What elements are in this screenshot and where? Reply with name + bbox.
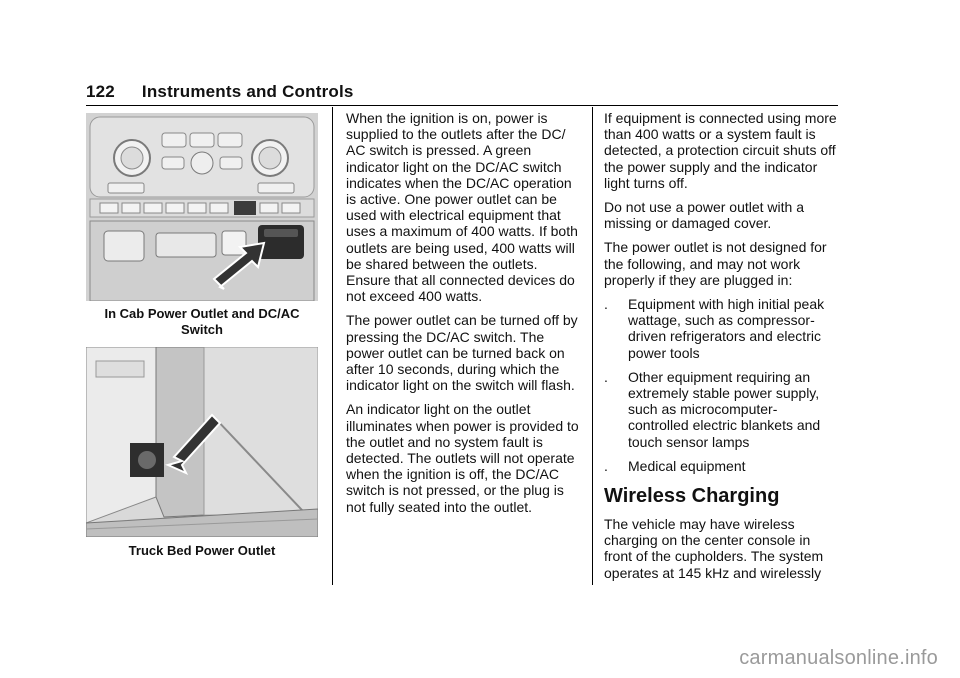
list-item xyxy=(604,458,838,474)
paragraph: The power outlet is not designed for the following, and may not work properly if they are plugged in: xyxy=(604,239,827,288)
cab-power-outlet-illustration xyxy=(86,113,318,301)
list-item xyxy=(604,369,838,450)
watermark: carmanualsonline.info xyxy=(739,647,938,669)
page-header xyxy=(86,82,354,102)
column-divider-right xyxy=(592,107,593,585)
bed-figure-caption: Truck Bed Power Outlet xyxy=(128,543,276,558)
list-item xyxy=(604,296,838,361)
truck-bed-power-outlet-illustration xyxy=(86,347,318,537)
list-item-text: Other equipment requiring an extremely stable power supply, such as microcomputer-controlled electric blankets and touch sensor lamps xyxy=(628,368,821,450)
paragraph: An indicator light on the outlet illuminates when power is provided to the outlet and no system fault is detected. The outlets will not operate when the ignition is off, the DC/AC switch is not pressed, or the plug is not fully seated into the outlet. xyxy=(346,401,579,515)
right-text-column xyxy=(604,110,838,589)
section-heading: Wireless Charging xyxy=(604,485,780,508)
bullet-marker: . xyxy=(604,368,608,385)
section-title: Instruments and Controls xyxy=(141,82,354,101)
paragraph: The power outlet can be turned off by pressing the DC/AC switch. The power outlet can be turned back on after 10 seconds, during which the indicator light on the switch will flash. xyxy=(346,312,578,394)
list-item-text: Medical equipment xyxy=(628,457,746,474)
middle-text-column xyxy=(346,110,580,523)
paragraph: Do not use a power outlet with a missing or damaged cover. xyxy=(604,199,805,232)
paragraph: If equipment is connected using more than 400 watts or a system fault is detected, a protection circuit shuts off the power supply and the indicator light turns off. xyxy=(604,110,837,191)
equipment-list xyxy=(604,296,838,474)
bullet-marker: . xyxy=(604,457,608,474)
page-number: 122 xyxy=(86,82,115,101)
header-rule xyxy=(86,105,838,106)
bullet-marker: . xyxy=(604,296,608,313)
paragraph: The vehicle may have wireless charging on the center console in front of the cupholders. The system operates at 145 kHz and wirelessly xyxy=(604,516,824,581)
paragraph: When the ignition is on, power is supplied to the outlets after the DC/ AC switch is pressed. A green indicator light on the DC/AC switch indicates when the DC/AC operation is active. One power outlet can be used with electrical equipment that uses a maximum of 400 watts. If both outlets are being used, 400 watts will be shared between the outlets. Ensure that all connected devices do not exceed 400 watts. xyxy=(346,110,578,305)
column-divider-left xyxy=(332,107,333,585)
cab-figure-caption: In Cab Power Outlet and DC/AC Switch xyxy=(104,306,300,337)
list-item-text: Equipment with high initial peak wattage, such as compressor-driven refrigerators and electric power tools xyxy=(628,296,825,361)
